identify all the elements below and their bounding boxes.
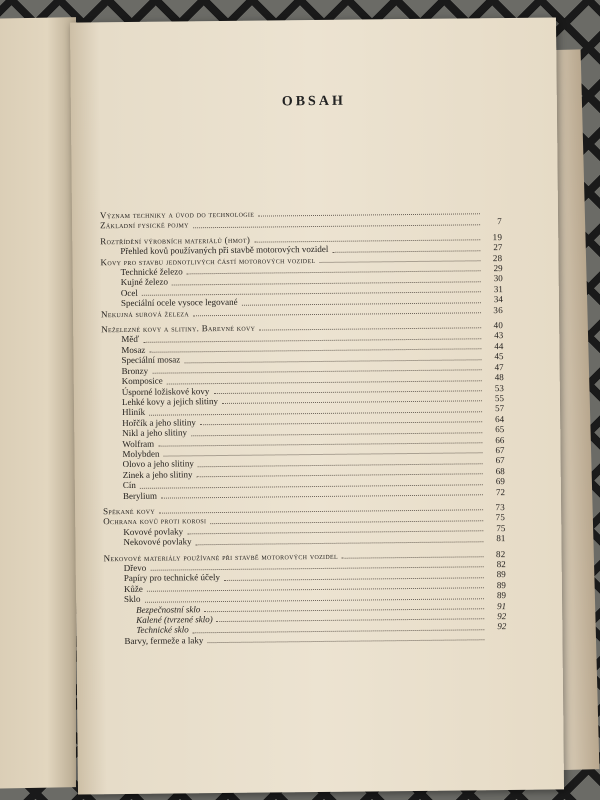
toc-entry-page: 69 [495,476,505,487]
toc-entry-title: Měď [121,334,140,345]
toc-entry-title: Ocel [120,287,138,298]
toc-entry-title: Speciální ocele vysoce legované [120,297,238,309]
toc-entry-title: Kovy pro stavbu jednotlivých částí motorových vozidel [100,254,316,267]
toc-entry-page: 66 [495,434,505,445]
dot-leader [161,494,483,498]
toc-entry-page: 31 [493,283,503,294]
toc-entry-page: 47 [494,361,504,372]
toc-entry-title: Zinek a jeho slitiny [122,469,193,480]
toc-entry-title: Dřevo [123,562,147,574]
toc-entry-title: Hořčík a jeho slitiny [122,416,196,428]
toc-entry-page: 44 [494,340,504,352]
toc-entry-page: 57 [494,403,505,414]
toc-entry-title: Neželezné kovy a slitiny. Barevné kovy [101,322,256,335]
dot-leader [193,224,480,228]
toc-entry-title: Ochrana kovů proti korosi [103,515,207,527]
toc-entry-page: 28 [492,252,503,263]
toc-entry-page: 36 [493,304,504,315]
toc-entry-title: Sklo [123,594,141,605]
toc-entry-page: 67 [495,444,505,456]
toc-entry-title: Mosaz [121,344,146,355]
toc-entry-page: 72 [495,486,505,497]
toc-entry-page: 40 [493,320,504,331]
toc-entry-page: 92 [497,621,507,632]
toc-entry-title: Nekujná surová železa [100,307,190,319]
toc-entry-page: 81 [496,533,506,544]
toc-entry-page: 64 [495,413,505,424]
dot-leader [196,541,484,545]
toc-entry-page: 92 [497,611,507,622]
toc-entry-page: 67 [495,455,505,466]
left-page [0,17,76,789]
toc-entry-title: Technické sklo [136,624,189,636]
toc-entry-title: Spékané kovy [103,505,155,517]
toc-entry-page: 48 [494,372,504,383]
toc-entry-title: Olovo a jeho slitiny [122,458,194,470]
toc-entry-title: Speciální mosaz [121,354,181,366]
toc-entry-title: Kůže [123,583,143,594]
toc-entry-page: 75 [496,522,506,533]
toc-entry-page: 19 [492,231,503,242]
toc-entry-title: Lehké kovy a jejich slitiny [121,395,218,407]
toc-entry-title: Komposice [121,375,163,387]
toc-entry-page: 43 [494,330,504,341]
toc-entry-page: 65 [495,424,505,435]
toc-entry-page: 68 [495,465,505,476]
toc-entry-page: 30 [493,273,503,284]
toc-entry-page: 27 [493,242,503,253]
toc-entry-title: Bronzy [121,365,149,376]
toc-entry-page: 34 [493,294,503,305]
toc-entry-title: Přehled kovů používaných při stavbě motorových vozidel [120,244,329,257]
dot-leader [207,640,484,644]
dot-leader [332,250,480,253]
toc-entry-page: 75 [495,512,506,523]
toc-entry-page: 53 [494,382,504,393]
toc-entry-title: Molybden [122,448,160,459]
toc-entry-title: Wolfram [122,438,155,449]
dot-leader [193,312,481,316]
toc-entry-title: Význam techniky a úvod do technologie [99,208,255,221]
table-of-contents [100,206,507,646]
toc-entry-title: Úsporné ložiskové kovy [121,385,210,397]
toc-entry-page: 73 [495,502,506,513]
toc-entry-page: 45 [494,351,504,362]
toc-entry-page: 29 [493,263,503,274]
toc-entry-title: Základní fysické pojmy [100,219,189,231]
toc-entry-page: 55 [494,392,504,404]
toc-entry-title: Technické železo [120,266,183,278]
page-title: OBSAH [281,93,346,110]
toc-entry-title: Papíry pro technické účely [123,572,221,584]
toc-entry-title: Barvy, fermeže a laky [124,635,204,646]
toc-entry-title: Berylium [122,490,157,501]
toc-entry-page: 89 [496,590,507,601]
toc-entry-title: Kalené (tvrzené sklo) [136,614,213,625]
toc-entry-title: Nekovové materiály používané při stavbě motorových vozidel [103,550,338,563]
toc-entry-page: 7 [497,216,503,227]
toc-entry-title: Bezpečnostní sklo [136,603,201,615]
toc-entry-title: Cín [122,480,136,491]
toc-entry-page: 89 [496,579,506,590]
toc-entry-title: Kujné železo [120,276,168,288]
toc-entry-title: Hliník [122,407,146,418]
toc-entry-page: 82 [495,548,506,559]
toc-entry-page: 82 [496,559,506,570]
book-page [70,17,564,794]
dot-leader [342,556,484,558]
toc-entry-page: 91 [497,600,507,611]
toc-entry-title: Roztřídění výrobních materiálů (hmot) [100,234,251,247]
toc-entry-title: Nikl a jeho slitiny [122,427,188,439]
toc-entry-page: 89 [496,569,506,580]
toc-entry-title: Kovové povlaky [123,526,184,537]
toc-entry-title: Nekovové povlaky [123,536,192,548]
